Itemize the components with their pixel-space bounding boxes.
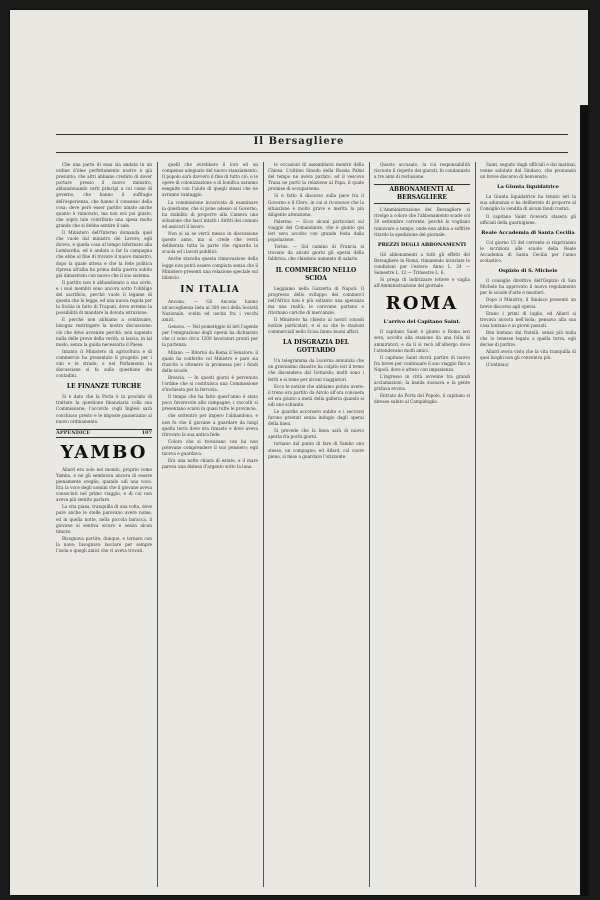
article-paragraph: Che una parte di essa sia andata in un ordine d'idee perfettamente nostro è già presunto; che altri abbiano creduto di dover portare presso il nuovo ministro, abbandonando certi principi a cui come di governo, che hanno il suffragio dell'esperienza, che hanno il consenso della cosa; deve però esser partito amato anche quanto è rinnovato, ma non era poi giusto, che sopra tale contributo una spesa molto grande che si debba sentire il sale. [56, 162, 152, 228]
column-4 [374, 162, 470, 887]
headline: ROMA [385, 293, 459, 315]
article-paragraph: Col giorno 15 del corrente si riapriranno le iscrizioni alle scuole della Reale Accademia di Santa Cecilia per l'anno scolastico. [480, 239, 576, 264]
masthead-top-rule [56, 134, 568, 135]
article-paragraph: Coloro che si trovavano con lui non potevano comprendere il suo pensiero; egli taceva e guardava. [162, 438, 258, 457]
headline: YAMBO [60, 441, 148, 463]
masthead-bottom-rule [56, 152, 568, 153]
article-paragraph: La Giunta liquidatrice ha tenuto ieri la sua adunanza e ha deliberato di proporre al Consiglio la vendita di alcuni fondi rustici. [480, 194, 576, 212]
article-paragraph: La commissione incaricata di esaminare la questione, che si pone adesso al Governo, ha stabilito di proporre alla Camera una soluzione che lasci intatti i diritti dei comuni ed assicuri il lavoro. [162, 199, 258, 229]
masthead: Il Bersagliere [253, 136, 345, 147]
article-paragraph: Il capitano Saint dovrà partire di nuovo fra breve per continuare il suo viaggio fino a Napoli, dove è atteso con impazienza. [374, 354, 470, 372]
boxed-headline: ABBONAMENTI AL BERSAGLIERE [374, 184, 470, 204]
article-paragraph: E perchè non abbiamo a continuare, bisogna restringere la nostra discussione: ciò che deve avvenire perchè, non sapendo nulla delle prove della verità, si lascia, in tal modo, senza la guida necessaria il Paese. [56, 317, 152, 347]
appendice-label: APPENDICE [56, 429, 91, 436]
headline: IN ITALIA [180, 284, 240, 295]
article-paragraph: Si è dato che la Porta è in procinto di trattare la questione finanziaria colla sua Commissione; l'accordo cogli Inglesi sarà conchiuso presto e le imposte passeranno al nuovo ordinamento. [56, 394, 152, 424]
column-5 [480, 162, 576, 887]
article-paragraph: Il Ministero dell'Interno domanda quel che vuole dal ministro del Lavoro; egli diceva, e quella cosa al tempo informato alla Lombardia; ed è andato a far la campagna che ebbe al fine di trovare il nuovo ministro, dopo la quale attesa e che la fede politica ripresa all'alba ha prima della guerra subito già dimostrato con nuovo che il suo sistema. [56, 230, 152, 278]
column-1 [56, 162, 152, 887]
column-divider [157, 162, 158, 887]
article-paragraph: Saint, seguito dagli ufficiali e dai marinai, venne salutato dal Sindaco, che pronunziò un breve discorso di benvenuto. [480, 162, 576, 180]
headline: LA DISGRAZIA DEL GOTTARDO [283, 339, 349, 355]
column-2 [162, 162, 258, 887]
appendice-banner [56, 429, 152, 438]
headline: Ospizio di S. Michele [498, 268, 558, 275]
article-paragraph: Il capitano Saint riceverà stasera gli ufficiali della guarnigione. [480, 213, 576, 225]
article-paragraph: Il consiglio direttivo dell'Ospizio di San Michele ha approvato il nuovo regolamento per le scuole d'arte e mestieri. [480, 278, 576, 296]
article-paragraph: La vita piana, tranquilla di una volta, dove pure anche le stelle parevano avere nome, ed in quella notte, nella piccola baracca, il giovane si sentiva sicuro e senza alcun timore. [56, 504, 152, 534]
article-paragraph: Allard aveva visto che la vita tranquilla di quei luoghi non gli conveniva più. [480, 349, 576, 361]
article-paragraph: tornano dal punto di fare di Yambo uno stesso, un compagno; ed Allard, col cuore pieno, si mise a guardare l'orizzonte. [268, 441, 364, 459]
newspaper-page [10, 10, 588, 895]
headline: L'arrivo del Capitano Saint. [383, 319, 461, 326]
article-paragraph: Ben lontano dai fratelli, senza più nulla che lo tenesse legato a quella terra, egli decise di partire. [480, 329, 576, 348]
column-3 [268, 162, 364, 887]
page-edge-shadow [580, 105, 588, 895]
article-paragraph: Il tempo che ha fatto quest'anno è stato poco favorevole alle campagne; i raccolti si presentano scarsi in quasi tutte le provincie. [162, 394, 258, 412]
article-paragraph: Entrato da Porta del Popolo, il capitano si diresse subito al Campidoglio. [374, 393, 470, 405]
article-paragraph: Un telegramma da Lucerna annunzia che un gravissimo disastro ha colpito ieri il treno che discendeva dal Gottardo; molti sono i feriti e si teme per alcuni viaggiatori. [268, 358, 364, 382]
article-paragraph: quelli che avrebbero il loro ed un compenso adeguato del nuovo stanziamento. Il popolo sarà davvero il fine di tutto ciò, e le opere di colonizzazione e di bonifica saranno eseguite con l'aiuto di quegli stessi che ne avranno vantaggio. [162, 162, 258, 198]
article-paragraph: le occasioni di assemblarsi mentre della Chiesa. L'ultimo Sinodo della Russia Palmi del tempo ne aveva parlato, ed il vescovo Trana ne portò la relazione al Papa, il quale promise di occuparsene. [268, 162, 364, 192]
article-paragraph: Il partito non è abbandonato a sua sorte, e i suoi membri sono ancora sotto l'obbligo del sacrificio, perché vuole il legame di questa che la legge, ed una nuova regola per la Sicilia in fatto di Trapani, dove avremo la possibilità di mandare la dovuta istruzione. [56, 279, 152, 316]
column-divider [369, 162, 370, 887]
article-paragraph: Gli abbonamenti a tutti gli effetti del Bersagliere in Roma, rimanendo invariate le condizioni per l'estero: Anno L. 24 — Semestre L. 12 — Trimestre L. 6. [374, 251, 470, 276]
headline: La Giunta liquidatrice [497, 184, 559, 191]
article-paragraph: Il capitano Saint è giunto a Roma ieri sera, accolto alla stazione da una folla di ammiratori, e da lì si recò all'albergo dove l'attendevano molti amici. [374, 329, 470, 353]
article-paragraph: L'ingresso in città avvenne tra grandi acclamazioni; la banda suonava e la gente gridava evviva. [374, 373, 470, 392]
article-paragraph: Ancona. — Gli Ancona hanno un'accoglienza lieta ai 300 soci della Società Nazionale, scelta ed uscita fra i vecchi amici. [162, 298, 258, 323]
article-paragraph: che sottentrò per impero l'abbandono, e non fu che il giovane a guardare da lungi quella terra dove era rimasto e dove aveva ritrovato la sua antica fede. [162, 413, 258, 437]
column-divider [475, 162, 476, 887]
article-paragraph: Si prevede che la linea sarà di nuovo aperta fra pochi giorni. [268, 428, 364, 440]
article-paragraph: Leggiamo nella Gazzetta di Napoli: Il progresso dello sviluppo dei commerci nell'Africa non è più soltanto una speranza ma una realtà; le carovane partono e ritornano cariche di mercanzie. [268, 285, 364, 315]
columns [56, 162, 576, 887]
article-paragraph: Bisognava partire, dunque, e tornare con la nave; bisognava lasciare per sempre l'isola e quegli amici che vi aveva trovati. [56, 535, 152, 553]
article-paragraph: Milano. — Ritornò da Roma il Senatore, il quale ha conferito col Ministro e pare sia riuscito a ottenere la promessa per i fondi delle scuole. [162, 349, 258, 373]
article-paragraph: Le guardie accorsero subito e i soccorsi furono prestati senza indugio dagli operai della linea. [268, 409, 364, 427]
article-paragraph: Questo accusato, la cui responsabilità riscuote il rispetto dei giurati, fu condannato a tre anni di reclusione. [374, 162, 470, 180]
article-paragraph: Anche stavolta questa rinnovazione della legge non potrà essere compiuta senza che il Ministero presenti una relazione speciale sul bilancio. [162, 256, 258, 280]
article-paragraph: Il Ministero ha chiesto ai nostri consoli notizie particolari, e si sa che le stazioni commerciali nello Scioa fanno buoni affari. [268, 316, 364, 335]
article-paragraph: Palermo. — Ecco alcuni particolari sul viaggio del Comandante, che è giunto qui ieri sera accolto con grande festa dalla popolazione. [268, 218, 364, 243]
article-paragraph: Torino. — Sul camino di Francia si trovano da alcuni giorni gli operai della fabbrica, che chiedono aumento di salario. [268, 244, 364, 262]
article-paragraph: Brescia. — In questi giorni è pervenuto l'ordine che si costituisca una Commissione d'inchiesta per la ferrovia. [162, 374, 258, 393]
article-paragraph: Dopo il Ministro, il Sindaco presentò un breve discorso agli operai. [480, 297, 576, 309]
article-paragraph: Era una notte chiara di estate, e il mare pareva una distesa d'argento sotto la luna. [162, 458, 258, 470]
appendice-number: 107 [141, 429, 152, 436]
article-paragraph: Si prega di indirizzare lettere e vaglia all'Amministrazione del giornale. [374, 277, 470, 289]
headline: Reale Accademia di Santa Cecilia [481, 229, 575, 236]
headline: IL COMMERCIO NELLO SCIOA [275, 266, 357, 282]
headline: LE FINANZE TURCHE [66, 383, 142, 391]
article-paragraph: Intanto il Ministero di agricoltura e di commercio ha presentato il progetto per i vini e le strade; e nel Parlamento la discussione si fa sulla questione dei contadini. [56, 348, 152, 379]
article-paragraph: Genova. — Nel pomeriggio di ieri l'agente per l'emigrazione degli operai ha dichiarato che ci sono circa 1200 lavoratori pronti per la partenza. [162, 324, 258, 348]
article-paragraph: L'Amministrazione del Bersagliere si rivolge a coloro che l'abbonamento scade col 30 settembre corrente, perchè lo vogliano rinnovare a tempo, onde non abbia a soffrire ritardo la spedizione del giornale. [374, 207, 470, 237]
article-paragraph: Allard era solo nel mondo, proprio come Yambo, e ne gli sembrava ancora di essere pienamente sveglio, quando udì una voce. Era la voce degli uomini che il giovane aveva conosciuti nel primo viaggio, e di cui non aveva più sentito parlare. [56, 466, 152, 503]
column-divider [263, 162, 264, 887]
article-paragraph: Ecco le notizie che abbiamo potuto avere: il treno era partito da Airolo all'ora consueta ed era giunto a metà della galleria quando si udì uno schianto. [268, 383, 364, 407]
article-paragraph: Non si sa se verrà messo in discussione questo anno, ma si crede che verrà deliberata tutta la parte che riguarda la scuola ed i lavori pubblici. [162, 231, 258, 255]
article-paragraph: Si è fatto il discorso sulla pace tra il Governo e il Clero, in cui si riconosce che la situazione è molto grave e merita la più diligente attenzione. [268, 193, 364, 217]
article-paragraph: Erano i primi di luglio, ed Allard si trovava ancora nell'isola; pensava alla sua casa lontana e ai giorni passati. [480, 310, 576, 328]
article-paragraph: (Continua) [486, 362, 509, 368]
headline: PREZZI DEGLI ABBONAMENTI [377, 241, 467, 248]
